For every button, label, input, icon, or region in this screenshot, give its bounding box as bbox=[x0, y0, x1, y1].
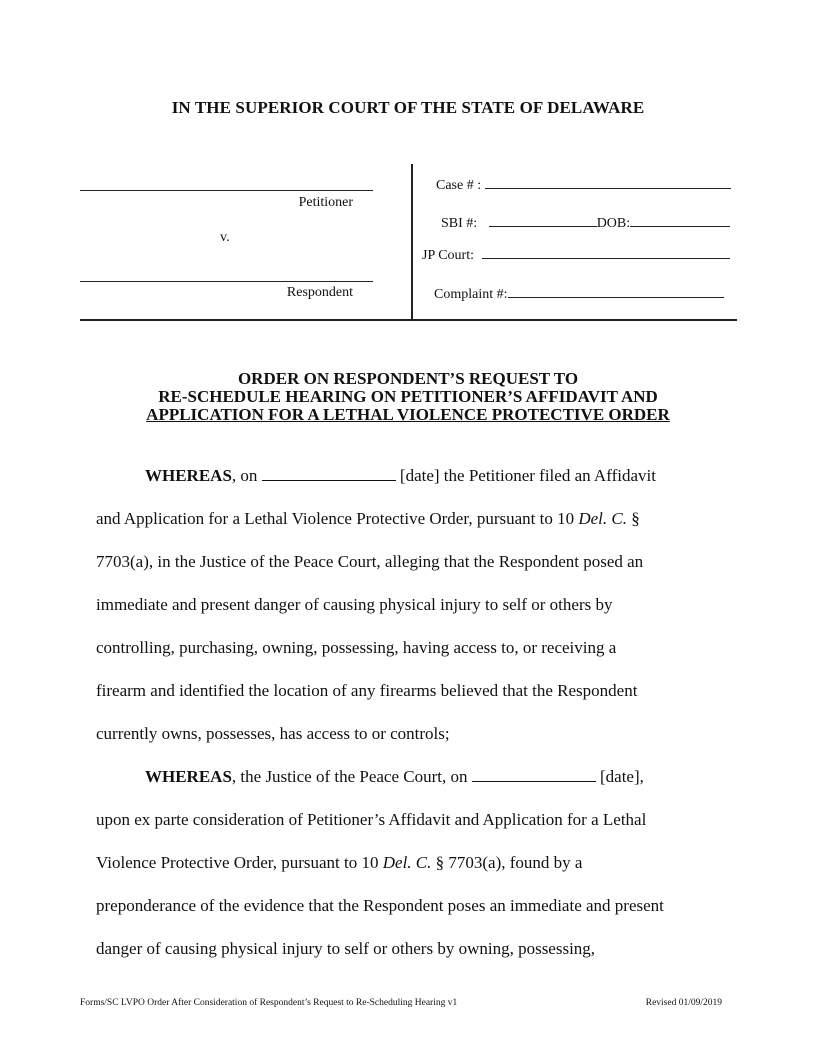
para2-text: danger of causing physical injury to self or others by owning, possessing, bbox=[96, 939, 596, 958]
para2-text: [date], bbox=[595, 767, 644, 786]
complaint-label: Complaint #: bbox=[434, 287, 508, 302]
footer-revised-date: Revised 01/09/2019 bbox=[645, 998, 722, 1008]
para2-text: preponderance of the evidence that the Respondent poses an immediate and present bbox=[96, 896, 664, 915]
order-title-line-1: ORDER ON RESPONDENT’S REQUEST TO bbox=[237, 369, 579, 388]
respondent-label: Respondent bbox=[286, 285, 353, 300]
respondent-name-field[interactable] bbox=[80, 281, 373, 282]
versus-label: v. bbox=[220, 230, 230, 245]
para1-text: currently owns, possesses, has access to or controls; bbox=[96, 724, 450, 743]
para1-text: § bbox=[626, 509, 640, 528]
whereas-lead: WHEREAS bbox=[145, 767, 232, 786]
dob-field[interactable] bbox=[630, 214, 730, 227]
whereas-paragraph-2 bbox=[96, 755, 726, 970]
dob-label: DOB: bbox=[596, 216, 631, 231]
jp-court-row bbox=[422, 246, 730, 264]
petitioner-name-field[interactable] bbox=[80, 190, 373, 191]
para1-text: 7703(a), in the Justice of the Peace Court, alleging that the Respondent posed an bbox=[96, 552, 644, 571]
footer-form-name: Forms/SC LVPO Order After Consideration of Respondent’s Request to Re-Scheduling Hearing v1 bbox=[80, 998, 458, 1008]
para2-text: § 7703(a), found by a bbox=[431, 853, 583, 872]
order-title-line-2: RE-SCHEDULE HEARING ON PETITIONER’S AFFIDAVIT AND bbox=[158, 387, 658, 406]
jp-court-field[interactable] bbox=[482, 246, 730, 259]
date-jp-field[interactable] bbox=[472, 767, 596, 782]
sbi-label: SBI #: bbox=[441, 216, 478, 231]
para2-text: , the Justice of the Peace Court, on bbox=[231, 767, 472, 786]
para1-text: controlling, purchasing, owning, possessing, having access to, or receiving a bbox=[96, 638, 617, 657]
whereas-lead: WHEREAS bbox=[145, 466, 232, 485]
date-filed-field[interactable] bbox=[262, 466, 396, 481]
sbi-field[interactable] bbox=[489, 214, 597, 227]
statute-citation: Del. C. bbox=[382, 853, 432, 872]
para2-text: upon ex parte consideration of Petitioner’s Affidavit and Application for a Lethal bbox=[96, 810, 647, 829]
caption-divider bbox=[411, 164, 413, 321]
para2-text: Violence Protective Order, pursuant to 10 bbox=[96, 853, 383, 872]
petitioner-label: Petitioner bbox=[298, 195, 353, 210]
case-number-field[interactable] bbox=[485, 176, 731, 189]
para1-text: and Application for a Lethal Violence Protective Order, pursuant to 10 bbox=[96, 509, 579, 528]
complaint-row bbox=[434, 285, 724, 303]
caption-bottom-rule bbox=[80, 319, 737, 321]
case-number-row bbox=[436, 176, 731, 194]
case-caption bbox=[80, 164, 737, 321]
order-title-line-3: APPLICATION FOR A LETHAL VIOLENCE PROTECTIVE ORDER bbox=[146, 405, 670, 424]
para1-text: firearm and identified the location of any firearms believed that the Respondent bbox=[96, 681, 638, 700]
whereas-paragraph-1 bbox=[96, 454, 726, 755]
para1-text: [date] the Petitioner filed an Affidavit bbox=[395, 466, 656, 485]
complaint-field[interactable] bbox=[508, 285, 724, 298]
case-number-label: Case # : bbox=[436, 178, 482, 193]
sbi-dob-row bbox=[441, 214, 730, 232]
court-title: IN THE SUPERIOR COURT OF THE STATE OF DELAWARE bbox=[171, 98, 645, 117]
para1-text: immediate and present danger of causing physical injury to self or others by bbox=[96, 595, 613, 614]
order-title bbox=[0, 370, 816, 424]
para1-text: , on bbox=[231, 466, 262, 485]
statute-citation: Del. C. bbox=[578, 509, 627, 528]
jp-court-label: JP Court: bbox=[422, 248, 474, 263]
